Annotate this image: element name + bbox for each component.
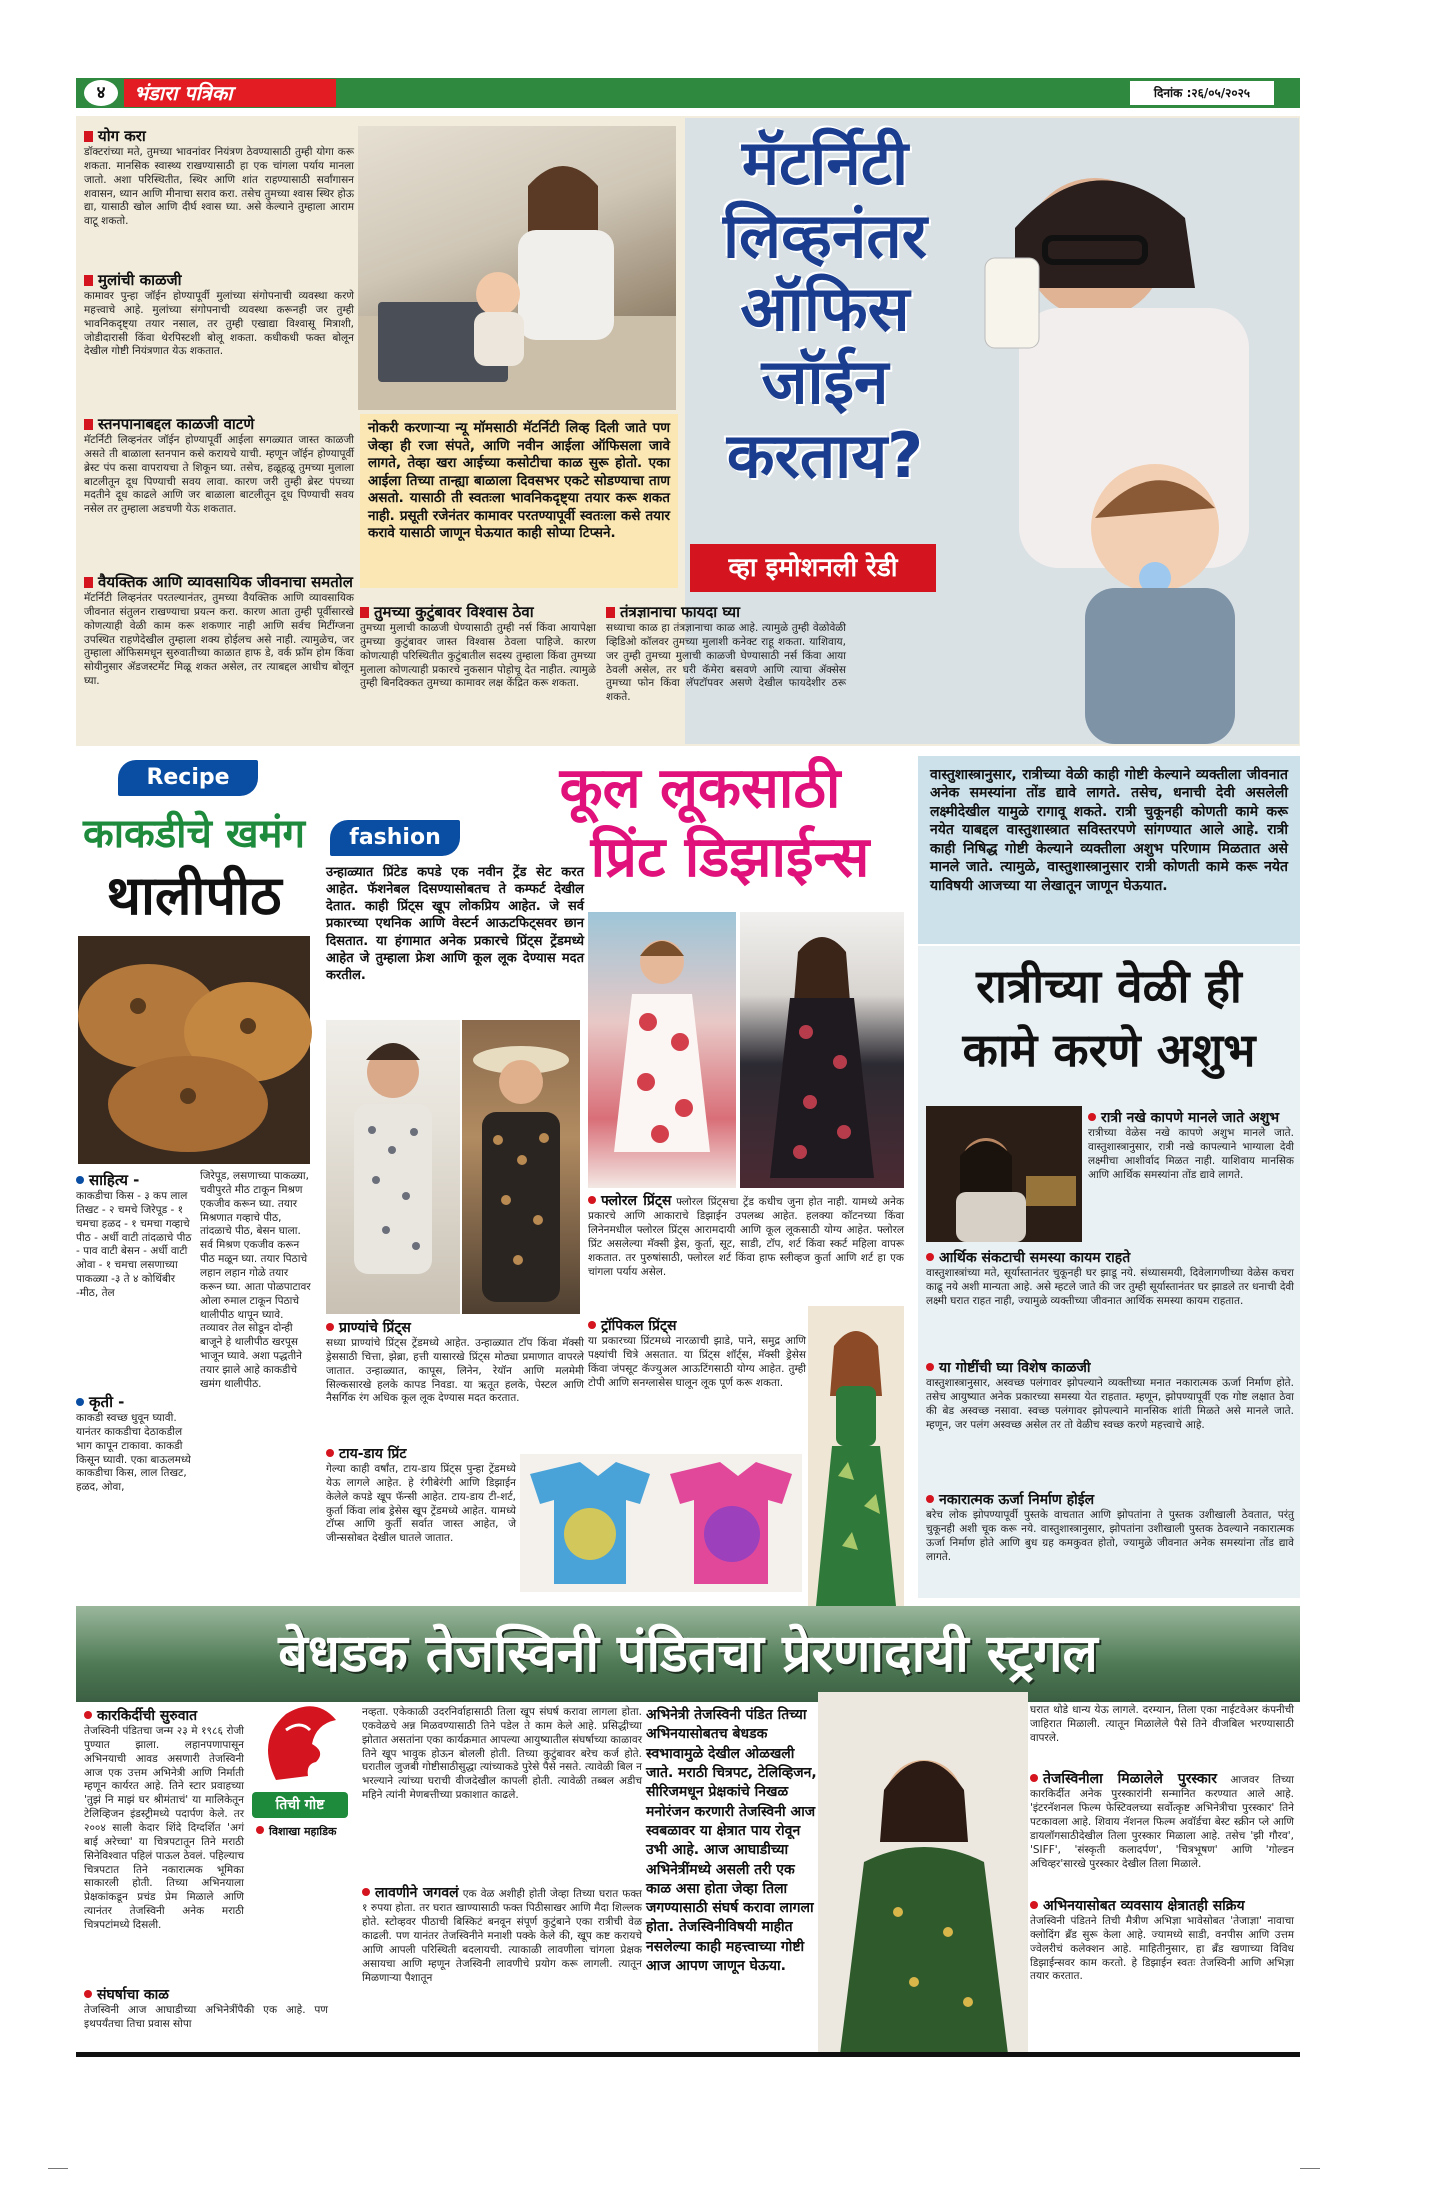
section-heading: तुमच्या कुटुंबावर विश्वास ठेवा [360, 602, 596, 622]
fashion-intro-text: उन्हाळ्यात प्रिंटेड कपडे एक नवीन ट्रेंड सेट करत आहेत. फॅशनेबल दिसण्यासोबतच ते कम्फर्ट देखील देतात. काही प्रिंट्स खूप लोकप्रिय आहेत. जे सर्व प्रकारच्या एथनिक आणि वेस्टर्न आऊटफिट्सवर छान दिसतात. या हंगामात अनेक प्रकारचे प्रिंट्स ट्रेंडमध्ये आहेत जे तुम्हाला फ्रेश आणि कूल लूक देण्यास मदत करतील. [326, 865, 584, 983]
headline-line: जॉईन [761, 345, 889, 419]
bullet-dot-icon [84, 1711, 92, 1719]
headline-line: ऑफिस [740, 272, 910, 346]
item-body: तेजस्विनी पंडितचा जन्म २३ मे १९८६ रोजी पुण्यात झाला. लहानपणापासून अभिनयाची आवड असणारी तेजस्विनी आज एक उत्तम अभिनेत्री आणि निर्माती म्हणून कार्यरत आहे. तिने स्टार प्रवाहच्या 'तुझं नि माझं घर श्रीमंताचं' या मालिकेतून टेलिव्हिजन इंडस्ट्रीमध्ये पदार्पण केले. तर २००४ साली केदार शिंदे दिग्दर्शित 'अगं बाई अरेच्चा' या चित्रपटातून तिने मराठी सिनेविश्वात पहिलं पाऊल ठेवलं. पहिल्याच चित्रपटात तिने नकारात्मक भूमिका साकारली होती. तिच्या अभिनयाला प्रेक्षकांकडून प्रचंड प्रेम मिळाले आणि त्यानंतर तेजस्विनी अनेक मराठी चित्रपटांमध्ये दिसली. [84, 1725, 244, 1932]
ingredients-block [76, 1170, 194, 1592]
item-heading: लावणीने जगवलं [362, 1885, 459, 1901]
item-body: तेजस्विनी पंडितने तिची मैत्रीण अभिज्ञा भावेसोबत 'तेजाज्ञा' नावाचा क्लोदिंग ब्रँड सुरू केला आहे. ज्यामध्ये साडी, वनपीस आणि उत्तम ज्वेलरीचं कलेक्शन आहे. माहितीनुसार, हा ब्रँड खणाच्या विविध डिझाईन्सवर काम करतो. हे डिझाईन स्वतः तेजस्विनी आणि अभिज्ञा तयार करतात. [1030, 1915, 1294, 1983]
business-block [1030, 1896, 1294, 2048]
recipe-badge: Recipe [118, 760, 258, 796]
page-number: ४ [84, 80, 118, 106]
section-body: मॅटर्निटी लिव्हनंतर जॉईन होण्यापूर्वी आईला सगळ्यात जास्त काळजी असते ती बाळाला स्तनपान कसे करायचे याची. म्हणून जॉईन होण्यापूर्वी ब्रेस्ट पंप कसा वापरायचा ते शिकून घ्या. तसेच, हळूहळू तुमच्या मुलाला बाटलीतून दूध पिण्याची सवय लावा. कारण जरी तुम्ही ब्रेस्ट पंपच्या मदतीने दूध काढले आणि जर बाळाला बाटलीतून दूध पिण्याची सवय नसेल तर तुम्हाला अडचणी येऊ शकतात. [84, 434, 354, 516]
section-body: डॉक्टरांच्या मते, तुमच्या भावनांवर नियंत्रण ठेवण्यासाठी तुम्ही योगा करू शकता. मानसिक स्वास्थ्य राखण्यासाठी हा एक चांगला पर्याय मानला जातो. अशा परिस्थितीत, स्थिर आणि शांत राहण्यासाठी सर्वांगासन शवासन, ध्यान आणि मीनाचा सराव करा. तसेच तुमच्या श्वास स्थिर होऊ द्या, यासाठी खोल आणि दीर्घ श्वास घ्या. असे केल्याने तुम्हाला आराम वाटू शकतो. [84, 146, 354, 228]
model-photo-floral-dress [588, 912, 736, 1188]
tejaswini-portrait-photo [818, 1692, 1028, 2054]
woman-profile-icon [246, 1700, 360, 1790]
ingredients-heading: साहित्य - [76, 1170, 194, 1190]
item-heading: तेजस्विनीला मिळालेले पुरस्कार [1030, 1771, 1217, 1787]
maternity-intro-caption [360, 414, 678, 588]
recipe-title-line1: काकडीचे खमंग [82, 811, 306, 857]
item-body: नव्हता. एकेकाळी उदरनिर्वाहासाठी तिला खूप संघर्ष करावा लागला होता. एकवेळचे अन्न मिळवण्यासाठी तिने पडेल ते काम केले आहे. प्रसिद्धीच्या झोतात असतांना एका कार्यक्रमात आपल्या आयुष्यातील संघर्षाच्या काळावर तिने खूप भावुक होऊन बोलली होती. तिच्या कुटुंबावर बरेच कर्ज होते. घरातील जुजबी गोष्टीसाठीसुद्धा त्यांच्याकडे पुरेसे पैसे नसते. त्यावेळी बिल न भरल्याने त्यांच्या घराची वीजदेखील कापली होती. त्यावेळी तब्बल अडीच महिने त्यांनी मेणबत्तीच्या प्रकाशात काढले. [362, 1706, 642, 1802]
animal-prints-block [326, 1318, 584, 1436]
newspaper-logo: भंडारा पत्रिका [124, 79, 336, 107]
awards-text [1030, 1770, 1294, 1892]
vastu-headline [918, 954, 1300, 1090]
item-heading: फ्लोरल प्रिंट्स [588, 1193, 671, 1209]
bullet-dot-icon [76, 1398, 84, 1406]
recipe-text [76, 1170, 312, 1600]
item-body: बरेच लोक झोपण्यापूर्वी पुस्तके वाचतात आणि झोपतांना ते पुस्तक उशीखाली ठेवतात, परंतु चुकूनही अशी चूक करू नये. वास्तुशास्त्रानुसार, झोपतांना उशीखाली पुस्तक ठेवल्याने नकारात्मक ऊर्जा निर्माण होते आणि बुध ग्रह कमकुवत होतो, ज्यामुळे जीवनात अनेक समस्यांना तोंड द्यावे लागते. [926, 1509, 1294, 1563]
bullet-dot-icon [76, 1176, 84, 1184]
maternity-byline: व्हा इमोशनली रेडी [690, 544, 936, 592]
section-heading: तंत्रज्ञानाचा फायदा घ्या [606, 602, 846, 622]
bullet-square-icon [84, 419, 93, 430]
vastu-headline-line2: कामे करणे अशुभ [962, 1023, 1256, 1077]
floral-text [588, 1192, 904, 1304]
fashion-badge: fashion [330, 820, 460, 856]
special-care-block [926, 1358, 1294, 1478]
tie-dye-illustration [520, 1454, 802, 1592]
maternity-left-column [84, 126, 354, 736]
awards-block [1030, 1770, 1294, 1892]
item-body: वास्तुशास्त्रांच्या मते, सूर्यास्तानंतर चुकूनही घर झाडू नये. संध्यासमयी, दिवेलागणीच्या वेळेस कचरा काढू नये अशी मान्यता आहे. असे म्हटले जाते की जर तुम्ही सूर्यास्तानंतर घर झाडले तर धनाची देवी लक्ष्मी घरात राहत नाही, ज्यामुळे व्यक्तीच्या जीवनात आर्थिक समस्या कायम राहतात. [926, 1267, 1294, 1307]
working-mother-illustration [358, 126, 676, 410]
vastu-intro-text: वास्तुशास्त्रानुसार, रात्रीच्या वेळी काही गोष्टी केल्याने व्यक्तीला जीवनात अनेक समस्यांना तोंड द्यावे लागते. तसेच, धनाची देवी असलेली लक्ष्मीदेखील यामुळे रागावू शकते. रात्री चुकूनही कोणती कामे करू नयेत याबद्दल वास्तुशास्त्रात सविस्तरपणे सांगण्यात आले आहे. रात्री काही निषिद्ध गोष्टी केल्याने व्यक्तीला अशुभ परिणाम मिळतात असे मानले जाते. त्यामुळे, वास्तुशास्त्रानुसार रात्री कोणती कामे करू नयेत याविषयी आजच्या या लेखातून जाणून घेऊयात. [930, 767, 1288, 894]
tichi-goshta-badge: तिची गोष्ट [252, 1792, 348, 1818]
model-photo-animal-print [462, 1020, 580, 1314]
item-heading: ट्रॉपिकल प्रिंट्स [588, 1316, 806, 1335]
item-heading: अभिनयासोबत व्यवसाय क्षेत्रातही सक्रिय [1030, 1896, 1294, 1915]
family-trust-block [360, 602, 596, 734]
ingredients-list: काकडीचा किस - ३ कप लाल तिखट - २ चमचे जिरेपूड - १ चमचा हळद - १ चमचा गव्हाचे पीठ - अर्धी वाटी तांदळाचे पीठ - पाव वाटी बेसन - अर्धी वाटी ओवा - १ चमचा लसणाच्या पाकळ्या -३ ते ४ कोथिंबीर -मीठ, तेल [76, 1190, 192, 1300]
recipe-title-line2: थालीपीठ [106, 864, 282, 927]
model-photo-tropical-dress [808, 1306, 904, 1610]
section-heading: मुलांची काळजी [84, 270, 354, 290]
tejaswini-column-2 [362, 1706, 642, 2050]
fashion-title-line1: कूल लूकसाठी [559, 756, 841, 821]
item-heading: या गोष्टींची घ्या विशेष काळजी [926, 1358, 1294, 1377]
method-heading: कृती - [76, 1392, 194, 1412]
working-mother-photo [358, 126, 676, 410]
crop-mark [1300, 2168, 1320, 2169]
tie-dye-shirts-photo [520, 1454, 802, 1592]
crop-mark [48, 2168, 68, 2169]
section-heading: योग करा [84, 126, 354, 146]
tropical-dress-illustration [808, 1306, 904, 1610]
bullet-square-icon [84, 275, 93, 286]
maternity-bottom-columns [360, 602, 846, 742]
tejaswini-column-4-top [1030, 1704, 1294, 1768]
night-worry-photo [926, 1106, 1082, 1242]
tie-dye-block [326, 1444, 516, 1600]
vastu-intro-box [918, 756, 1300, 944]
bullet-dot-icon [588, 1321, 596, 1329]
item-heading: नकारात्मक ऊर्जा निर्माण होईल [926, 1490, 1294, 1509]
item-body: फ्लोरल प्रिंट्सचा ट्रेंड कधीच जुना होत नाही. यामध्ये अनेक प्रकारचे आणि आकाराचे डिझाईन उपलब्ध आहेत. हलक्या कॉटनच्या किंवा लिनेनमधील फ्लोरल प्रिंट्स आरामदायी आणि कूल लूकसाठी योग्य आहेत. फ्लोरल प्रिंट असलेल्या मॅक्सी ड्रेस, कुर्ता, सूट, साडी, टॉप, शर्ट किंवा स्कर्ट महिला वापरू शकतात. तर पुरुषांसाठी, फ्लोरल शर्ट किंवा हाफ स्लीव्हज कुर्ता आणि शर्ट हा एक चांगला पर्याय असेल. [588, 1196, 905, 1278]
item-body: घरात थोडे धान्य येऊ लागले. दरम्यान, तिला एका नाईटवेअर कंपनीची जाहिरात मिळाली. त्यातून मिळालेले पैसे तिने वीजबिल भरण्यासाठी वापरले. [1030, 1704, 1294, 1744]
bullet-square-icon [606, 607, 615, 618]
section-body: मॅटर्निटी लिव्हनंतर परतल्यानंतर, तुमच्या वैयक्तिक आणि व्यावसायिक जीवनात संतुलन राखण्याचा प्रयत्न करा. कारण आता तुम्ही पूर्वीसारखे कोणत्याही वेळी काम करू शकणार नाही आणि सर्वच मिटींग्जना उपस्थित राहणेदेखील तुम्हाला शक्य होईलच असे नाही. त्यामुळेच, जर तुम्हाला ऑफिसमधून सुरुवातीच्या काळात हाफ डे, वर्क फ्रॉम होम किंवा सोयीनुसार ॲडजस्टमेंट मिळू शकत असेल, तर त्याबद्दल आधीच बोलून घ्या. [84, 592, 354, 688]
bullet-dot-icon [926, 1363, 934, 1371]
vastu-headline-line1: रात्रीच्या वेळी ही [976, 959, 1242, 1013]
item-heading: संघर्षाचा काळ [84, 1985, 328, 2004]
item-body: वास्तुशास्त्रानुसार, अस्वच्छ पलंगावर झोपल्याने व्यक्तीच्या मनात नकारात्मक ऊर्जा निर्माण होते. तसेच आयुष्यात अनेक प्रकारच्या समस्या येत राहतात. म्हणून, झोपण्यापूर्वी एक गोष्ट लक्षात ठेवा की बेड अस्वच्छ नसावा. स्वच्छ पलंगावर झोपल्याने मानसिक शांती मिळते असे मानले जाते. म्हणून, जर पलंग अस्वच्छ असेल तर तो वेळीच स्वच्छ करणे महत्त्वाचे आहे. [926, 1377, 1294, 1431]
financial-crisis-block [926, 1248, 1294, 1348]
issue-date: दिनांक :२६/०५/२०२५ [1130, 81, 1274, 105]
method-continued: जिरेपूड, लसणाच्या पाकळ्या, चवीपुरते मीठ टाकून मिश्रण एकजीव करून घ्या. तयार मिश्रणात गव्हाचे पीठ, तांदळाचे पीठ, बेसन घाला. सर्व मिश्रण एकजीव करून पीठ मळून घ्या. तयार पिठाचे लहान लहान गोळे तयार करून घ्या. आता पोळपाटावर ओला रुमाल टाकून पिठाचे थालीपीठ थापून घ्यावे. तव्यावर तेल सोडून दोन्ही बाजूने हे थालीपीठ खरपूस भाजून घ्यावे. अशा पद्धतीने तयार झाले आहे काकडीचे खमंग थालीपीठ. [200, 1170, 311, 1390]
bullet-dot-icon [326, 1323, 334, 1331]
item-body: एक वेळ अशीही होती जेव्हा तिच्या घरात फक्त १ रुपया होता. तर घरात खाण्यासाठी फक्त पिठीसाखर आणि मैदा शिल्लक होते. स्टोव्हवर पीठाची बिस्किटं बनवून संपूर्ण कुटुंबाने एका रात्रीची वेळ काढली. पण यानंतर तेजस्विनीने मनाशी पक्के केले की, खूप कष्ट करायचे आणि आपली परिस्थिती बदलायची. त्याकाळी लावणीला चांगला प्रेक्षक असायचा आणि म्हणून तेजस्विनी लावणीचे प्रयोग करू लागली. त्यातून मिळणाऱ्या पैशातून [362, 1888, 642, 1984]
item-body: गेल्या काही वर्षांत, टाय-डाय प्रिंट्स पुन्हा ट्रेंडमध्ये येऊ लागले आहेत. हे रंगीबेरंगी आणि डिझाईन केलेले कपडे खूप फॅन्सी आहेत. टाय-डाय टी-शर्ट, कुर्ता किंवा लांब ड्रेसेस खूप ट्रेंडमध्ये आहेत. यामध्ये टॉप्स आणि कुर्ती सर्वात जास्त आहेत, जे जीन्ससोबत देखील घातले जातात. [326, 1463, 516, 1545]
lavani-block [362, 1884, 642, 2050]
item-body: आजवर तिच्या कारकिर्दीत अनेक पुरस्कारांनी सन्मानित करण्यात आले आहे. 'इंटरनॅशनल फिल्म फेस्टिवलच्या सर्वोत्कृष्ट अभिनेत्रीचा पुरस्कार' तिने पटकावला आहे. शिवाय नॅशनल फिल्म अवॉर्डचा बेस्ट स्क्रीन प्ले आणि डायलॉगसाठीदेखील तिला पुरस्कार मिळाला आहे. तसेच 'झी गौरव', 'SIFF', 'संस्कृती कलादर्पण', 'चित्रभूषण' आणि 'गोल्डन अचिव्हर'सारखे पुरस्कार देखील तिला मिळाले. [1030, 1774, 1294, 1870]
item-heading: टाय-डाय प्रिंट [326, 1444, 516, 1463]
section-body: तुमच्या मुलाची काळजी घेण्यासाठी तुम्ही नर्स किंवा आयापेक्षा तुमच्या कुटुंबावर जास्त विश्वास ठेवला पाहिजे. कारण कोणत्याही परिस्थितीत कुटुंबातील सदस्य तुम्हाला किंवा तुमच्या मुलाला कोणत्याही प्रकारचे नुकसान पोहोचू देत नाहीत. त्यामुळे तुम्ही बिनदिक्कत तुमच्या कामावर लक्ष केंद्रित करू शकता. [360, 622, 596, 690]
method-text: काकडी स्वच्छ धुवून घ्यावी. यानंतर काकडीचा देठाकडील भाग कापून टाकावा. काकडी किसून घ्यावी. एका बाऊलमध्ये काकडीचा किस, लाल तिखट, हळद, ओवा, [76, 1412, 191, 1494]
negative-energy-block [926, 1490, 1294, 1594]
item-body: या प्रकारच्या प्रिंटमध्ये नारळाची झाडे, पाने, समुद्र आणि पक्ष्यांची चित्रे असतात. या प्रिंट्स शॉर्ट्स, मॅक्सी ड्रेसेस किंवा जंपसूट कॅज्युअल आऊटिंगसाठी योग्य आहेत. तुम्ही टोपी आणि सनग्लासेस घालून लूक पूर्ण करू शकता. [588, 1335, 806, 1389]
nail-cutting-block [1088, 1108, 1294, 1244]
intro-text: नोकरी करणाऱ्या न्यू मॉमसाठी मॅटर्निटी लिव्ह दिली जाते पण जेव्हा ही रजा संपते, आणि नवीन आईला ऑफिसला जावे लागते, तेव्हा खरा आईच्या कसोटीचा काळ सुरू होतो. एका आईला तिच्या तान्ह्या बाळाला दिवसभर एकटे सोडण्याचा ताण असतो. यासाठी ती स्वतःला भावनिकदृष्ट्या तयार करू शकत नाही. प्रसूती रजेनंतर कामावर परतण्यापूर्वी स्वतःला कसे तयार करावे यासाठी जाणून घेऊयात काही सोप्या टिप्सने. [368, 420, 670, 542]
section-body: सध्याचा काळ हा तंत्रज्ञानाचा काळ आहे. त्यामुळे तुम्ही वेळोवेळी व्हिडिओ कॉलवर तुमच्या मुलाशी कनेक्ट राहू शकता. याशिवाय, जर तुम्ही तुमच्या मुलाची काळजी घेण्यासाठी नर्स किंवा आया ठेवली असेल, तर घरी कॅमेरा बसवणे आणि त्याचा ॲक्सेस तुमच्या फोन किंवा लॅपटॉपवर असणे देखील फायदेशीर ठरू शकते. [606, 622, 846, 704]
bullet-dot-icon [256, 1826, 264, 1834]
headline-line: मॅटर्निटी [741, 126, 909, 199]
headline-line: करताय? [726, 418, 924, 492]
thalipeeth-illustration [78, 936, 310, 1164]
floral-prints-block [588, 1192, 904, 1304]
fashion-intro [326, 864, 584, 1014]
item-body: तेजस्विनी आज आघाडीच्या अभिनेत्रींपैकी एक आहे. पण इथपर्यंतचा तिचा प्रवास सोपा [84, 2004, 328, 2030]
animal-print-illustration [462, 1020, 580, 1314]
black-dress-illustration [740, 912, 904, 1188]
item-heading: आर्थिक संकटाची समस्या कायम राहते [926, 1248, 1294, 1267]
item-heading: रात्री नखे कापणे मानले जाते अशुभ [1088, 1108, 1294, 1127]
headline-line: लिव्हनंतर [722, 199, 928, 273]
article-author: विशाखा महाडिक [256, 1824, 366, 1842]
bullet-dot-icon [1088, 1113, 1096, 1121]
item-heading: कारकिर्दीची सुरुवात [84, 1706, 328, 1725]
tejaswini-headline: बेधडक तेजस्विनी पंडितचा प्रेरणादायी स्ट्रगल [278, 1624, 1098, 1684]
portrait-illustration [818, 1692, 1028, 2054]
section-heading: वैयक्तिक आणि व्यावसायिक जीवनाचा समतोल [84, 572, 354, 592]
page-bottom-rule [76, 2052, 1300, 2057]
bullet-square-icon [360, 607, 369, 618]
tropical-prints-block [588, 1316, 806, 1452]
bullet-dot-icon [326, 1449, 334, 1457]
thalipeeth-photo [78, 936, 310, 1164]
bullet-dot-icon [362, 1888, 370, 1896]
model-photo-black-floral-dress [740, 912, 904, 1188]
maternity-headline [690, 126, 960, 596]
night-worry-illustration [926, 1106, 1082, 1242]
item-body: सध्या प्राण्यांचे प्रिंट्स ट्रेंडमध्ये आहेत. उन्हाळ्यात टॉप किंवा मॅक्सी ड्रेससाठी चित्ता, झेब्रा, हत्ती यासारखे प्रिंट्स मोठ्या प्रमाणात वापरले जातात. उन्हाळ्यात, कापूस, लिनेन, रेयॉन आणि मलमेमी सिल्कसारखे हलके कापड निवडा. या ऋतूत हलके, पेस्टल आणि नैसर्गिक रंग अधिक कूल लूक देण्यास मदत करतात. [326, 1337, 584, 1405]
section-heading: स्तनपानाबद्दल काळजी वाटणे [84, 414, 354, 434]
bullet-square-icon [84, 131, 93, 142]
printed-shirt-illustration [326, 1020, 460, 1314]
fashion-title-line2: प्रिंट डिझाईन्स [590, 825, 870, 890]
model-photo-printed-shirt [326, 1020, 460, 1314]
bullet-dot-icon [1030, 1901, 1038, 1909]
bullet-dot-icon [588, 1196, 596, 1204]
technology-block [606, 602, 846, 734]
bullet-square-icon [84, 577, 93, 588]
bullet-dot-icon [84, 1990, 92, 1998]
item-heading: प्राण्यांचे प्रिंट्स [326, 1318, 584, 1337]
floral-dress-illustration [588, 912, 736, 1188]
bullet-dot-icon [1030, 1774, 1038, 1782]
bullet-dot-icon [926, 1495, 934, 1503]
section-body: कामावर पुन्हा जॉईन होण्यापूर्वी मुलांच्या संगोपनाची व्यवस्था करणे महत्त्वाचे आहे. मुलांच्या संगोपनाची व्यवस्था करूनही जर तुम्ही भावनिकदृष्ट्या तयार नसाल, तर तुम्ही एखाद्या विश्वासू मित्राशी, जोडीदारासी किंवा थेरपिस्टशी बोलू शकता. कधीकधी फक्त बोलून देखील गोष्टी नियंत्रणात येऊ शकतात. [84, 290, 354, 358]
item-body: रात्रीच्या वेळेस नखे कापणे अशुभ मानले जाते. वास्तुशास्त्रानुसार, रात्री नखे कापल्याने भाग्याला देवी लक्ष्मीचा आशीर्वाद मिळत नाही. याशिवाय मानसिक आणि आर्थिक समस्यांना तोंड द्यावे लागते. [1088, 1127, 1294, 1181]
bullet-dot-icon [926, 1253, 934, 1261]
tejaswini-intro: अभिनेत्री तेजस्विनी पंडित तिच्या अभिनयासोबतच बेधडक स्वभावामुळे देखील ओळखली जाते. मराठी चित्रपट, टेलिव्हिजन, सीरिजमधून प्रेक्षकांचे निखळ मनोरंजन करणारी तेजस्विनी आज स्वबळावर या क्षेत्रात पाय रोवून उभी आहे. आज आघाडीच्या अभिनेत्रींमध्ये असली तरी एक काळ असा होता जेव्हा तिला जगण्यासाठी संघर्ष करावा लागला होता. तेजस्विनीविषयी माहीत नसलेल्या काही महत्त्वाच्या गोष्टी आज आपण जाणून घेऊया. [646, 1707, 817, 1975]
